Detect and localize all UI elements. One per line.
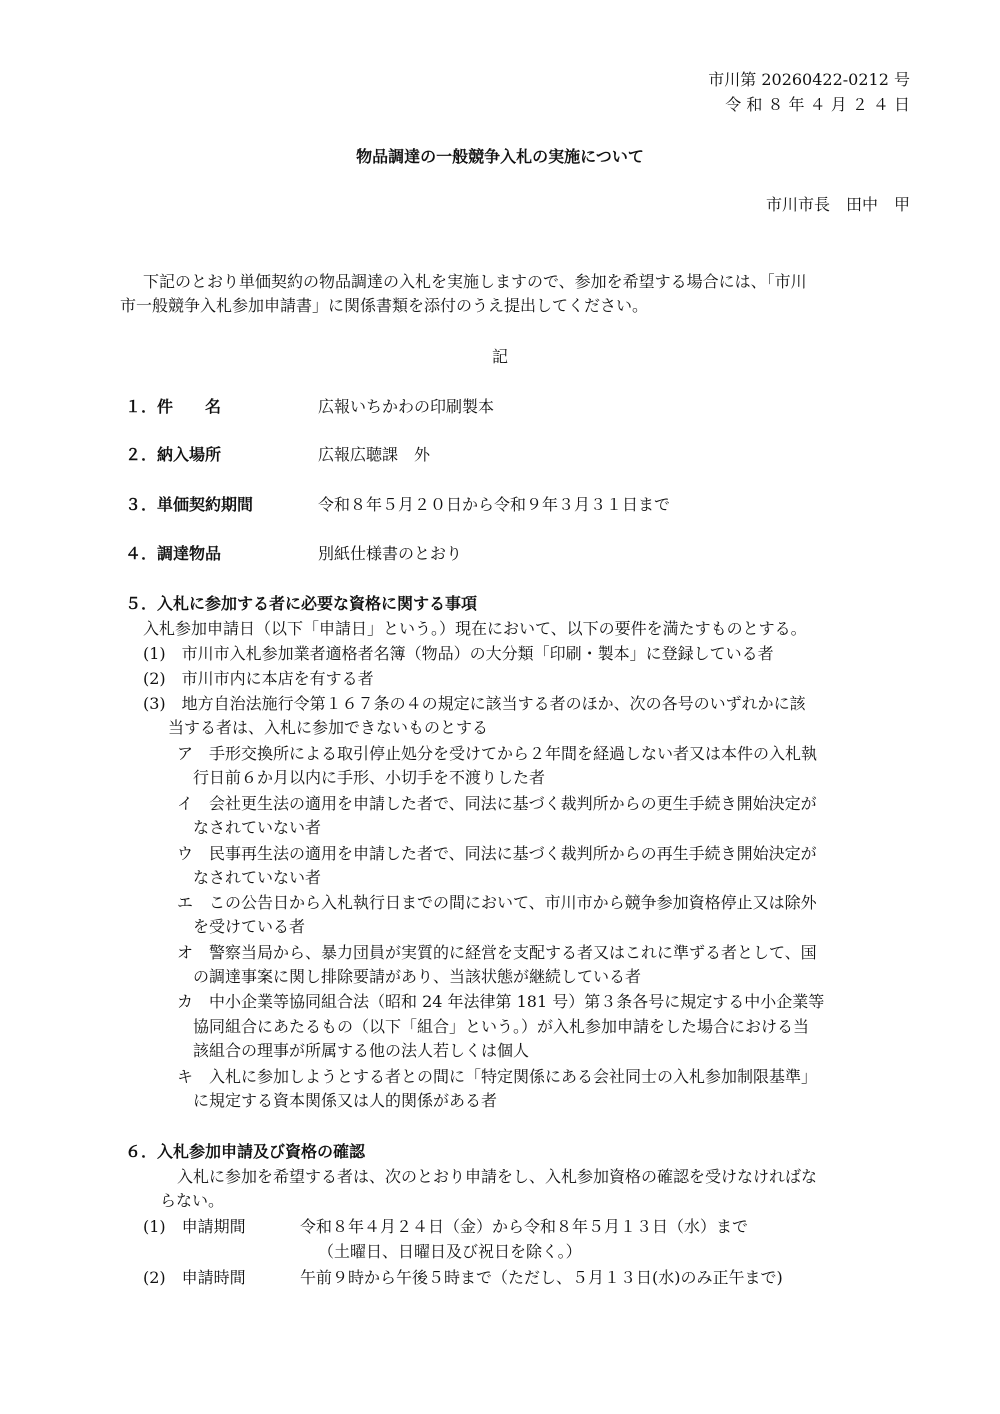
subitem-ka-cont: 協同組合にあたるもの（以下「組合」という。）が入札参加申請をした場合における当 [193, 1017, 810, 1036]
subitem-e: エ この公告日から入札執行日までの間において、市川市から競争参加資格停止又は除外 [177, 893, 817, 912]
item-label: ４．調達物品 [125, 544, 222, 563]
section5-heading: ５．入札に参加する者に必要な資格に関する事項 [125, 594, 478, 613]
subitem-u-cont: なされていない者 [193, 868, 322, 887]
subitem-a-cont: 行日前６か月以内に手形、小切手を不渡りした者 [193, 768, 546, 787]
subitem-ki-cont: に規定する資本関係又は人的関係がある者 [193, 1091, 498, 1110]
ki-heading: 記 [491, 347, 508, 366]
document-date: 令 和 ８ 年 ４ 月 ２ ４ 日 [725, 95, 910, 114]
subitem-ki: キ 入札に参加しようとする者との間に「特定関係にある会社同士の入札参加制限基準」 [177, 1067, 818, 1086]
section6-heading: ６．入札参加申請及び資格の確認 [125, 1142, 366, 1161]
subitem-ka-cont: 該組合の理事が所属する他の法人若しくは個人 [193, 1041, 530, 1060]
subitem-i-cont: なされていない者 [193, 818, 322, 837]
item-value: 別紙仕様書のとおり [318, 544, 463, 563]
application-period-label: (1) 申請期間 [143, 1217, 246, 1236]
subitem-ka: カ 中小企業等協同組合法（昭和 24 年法律第 181 号）第３条各号に規定する中小企業等 [177, 992, 825, 1011]
item-value: 令和８年５月２０日から令和９年３月３１日まで [318, 495, 671, 514]
subitem-e-cont: を受けている者 [193, 917, 306, 936]
item-label: ２．納入場所 [125, 445, 222, 464]
subitem-a: ア 手形交換所による取引停止処分を受けてから２年間を経過しない者又は本件の入札執 [177, 744, 818, 763]
item-label: ３．単価契約期間 [125, 495, 254, 514]
application-period-note: （土曜日、日曜日及び祝日を除く。） [318, 1242, 582, 1261]
section6-intro: 入札に参加を希望する者は、次のとおり申請をし、入札参加資格の確認を受けなければな [177, 1167, 818, 1186]
document-number: 市川第 20260422-0212 号 [708, 70, 910, 89]
section5-clause-1: (1) 市川市入札参加業者適格者名簿（物品）の大分類「印刷・製本」に登録している者 [143, 644, 774, 663]
item-value: 広報広聴課 外 [318, 445, 431, 464]
intro-line-1: 下記のとおり単価契約の物品調達の入札を実施しますので、参加を希望する場合には、「市川 [143, 272, 807, 291]
section5-clause-3: (3) 地方自治法施行令第１６７条の４の規定に該当する者のほか、次の各号のいずれかに該 [143, 694, 806, 713]
section6-intro-cont: らない。 [160, 1191, 225, 1210]
application-hours-label: (2) 申請時間 [143, 1268, 246, 1287]
subitem-o: オ 警察当局から、暴力団員が実質的に経営を支配する者又はこれに準ずる者として、国 [177, 943, 817, 962]
section5-intro: 入札参加申請日（以下「申請日」という。）現在において、以下の要件を満たすものとする。 [143, 619, 807, 638]
subitem-u: ウ 民事再生法の適用を申請した者で、同法に基づく裁判所からの再生手続き開始決定が [177, 844, 817, 863]
subitem-o-cont: の調達事案に関し排除要請があり、当該状態が継続している者 [193, 967, 642, 986]
application-hours-value: 午前９時から午後５時まで（ただし、５月１３日(水)のみ正午まで) [300, 1268, 783, 1287]
intro-line-2: 市一般競争入札参加申請書」に関係書類を添付のうえ提出してください。 [120, 296, 649, 315]
subitem-i: イ 会社更生法の適用を申請した者で、同法に基づく裁判所からの更生手続き開始決定が [177, 794, 817, 813]
application-period-value: 令和８年４月２４日（金）から令和８年５月１３日（水）まで [300, 1217, 749, 1236]
item-label: １．件 名 [125, 397, 222, 416]
section5-clause-2: (2) 市川市内に本店を有する者 [143, 669, 374, 688]
issuer: 市川市長 田中 甲 [765, 195, 910, 214]
item-value: 広報いちかわの印刷製本 [318, 397, 495, 416]
section5-clause-3-cont: 当する者は、入札に参加できないものとする [168, 718, 489, 737]
document-title: 物品調達の一般競争入札の実施について [356, 147, 644, 166]
